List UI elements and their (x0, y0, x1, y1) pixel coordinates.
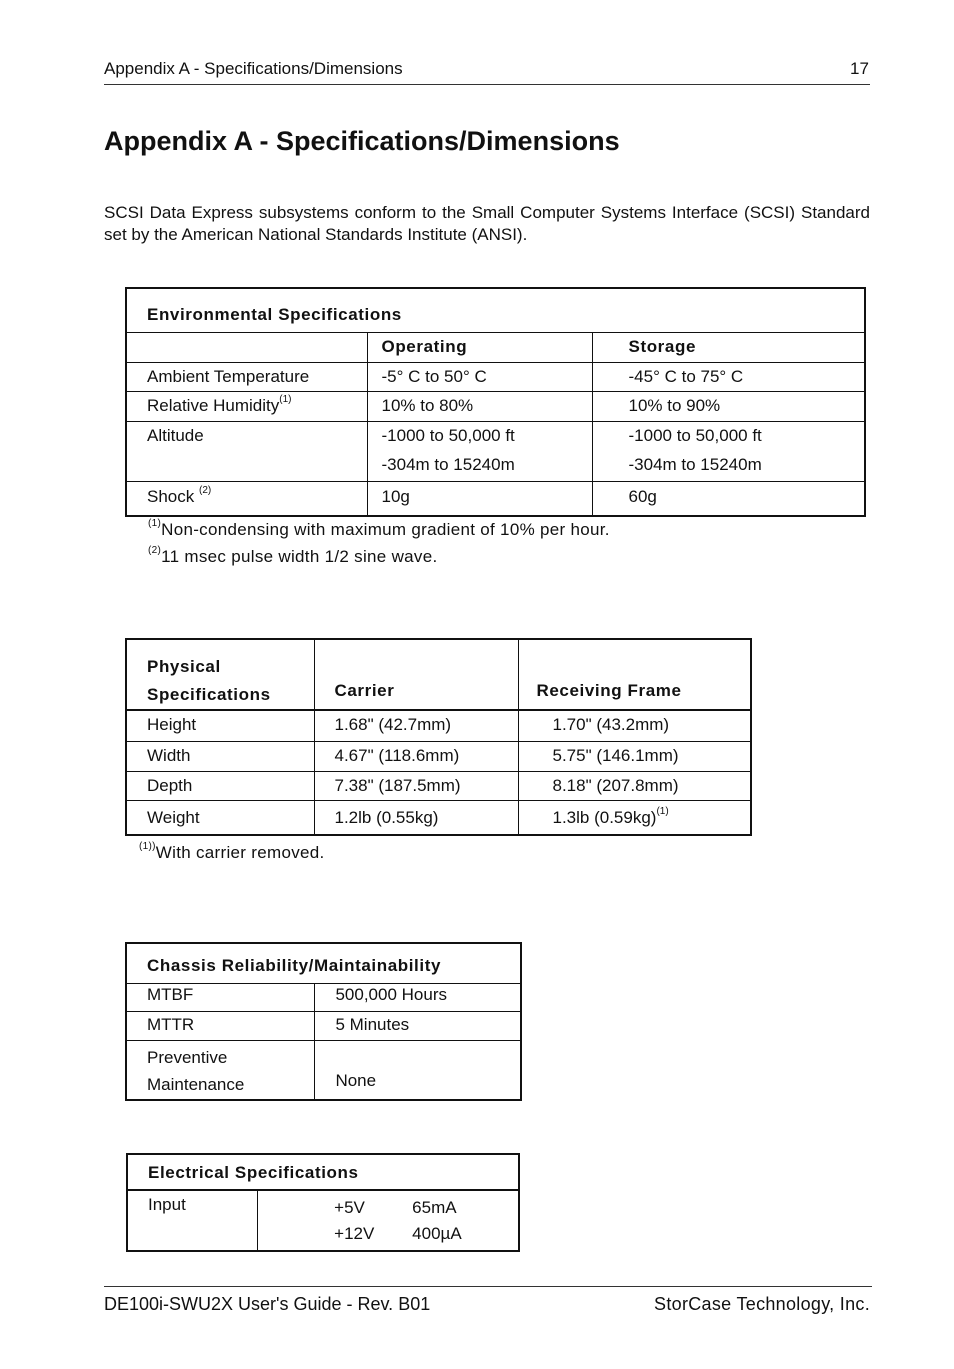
env-st-value: 60g (628, 486, 657, 506)
env-st-line: -1000 to 50,000 ft (628, 425, 762, 445)
footnote-marker: (2) (148, 545, 162, 556)
footer-rule (104, 1286, 872, 1287)
phys-footnote (139, 843, 325, 863)
table-row (126, 800, 751, 835)
chassis-row-value: 500,000 Hours (335, 984, 447, 1004)
table-row (126, 771, 751, 800)
env-row-label-text: Shock (147, 486, 199, 506)
phys-frame-value: 5.75" (146.1mm) (552, 745, 679, 765)
running-header: Appendix A - Specifications/Dimensions (104, 59, 403, 78)
phys-title-line: Specifications (147, 685, 271, 704)
elec-line (334, 1221, 518, 1247)
phys-col-frame: Receiving Frame (536, 681, 682, 700)
footnote-marker: (1)) (139, 841, 156, 852)
chassis-row-label: MTBF (126, 983, 315, 1011)
env-blank-header (126, 332, 367, 362)
env-st-value (592, 421, 865, 481)
phys-title (126, 639, 314, 710)
table-row (126, 421, 865, 481)
phys-row-label: Height (126, 710, 314, 741)
electrical-specs-table (126, 1153, 520, 1252)
env-row-label-text: Relative Humidity (147, 395, 280, 415)
env-col-storage: Storage (628, 336, 696, 356)
footnote-text: With carrier removed. (155, 843, 325, 862)
env-op-line: -304m to 15240m (381, 454, 515, 474)
chassis-label-line: Preventive (147, 1047, 228, 1067)
chassis-label-line: Maintenance (147, 1074, 245, 1094)
table-row (126, 481, 865, 516)
env-row-label: Ambient Temperature (126, 362, 367, 391)
elec-row-label: Input (127, 1190, 258, 1251)
footer-right: StorCase Technology, Inc. (654, 1294, 870, 1314)
header-rule (104, 84, 870, 85)
current: 400µA (412, 1224, 462, 1243)
env-st-line: -304m to 15240m (628, 454, 762, 474)
env-row-label: Altitude (126, 421, 367, 481)
phys-row-label: Depth (126, 771, 314, 800)
phys-col-carrier: Carrier (314, 639, 518, 710)
page-number: 17 (850, 59, 869, 78)
env-op-value (367, 421, 592, 481)
elec-title: Electrical Specifications (148, 1163, 359, 1182)
footnote-marker: (1) (148, 518, 162, 529)
table-row (127, 1190, 519, 1251)
intro-paragraph: SCSI Data Express subsystems conform to the Small Computer Systems Interface (SCSI) Standard set by the American National Standards Institute (ANSI). (104, 203, 870, 244)
physical-specs-table (125, 638, 752, 836)
footnote-text: Non-condensing with maximum gradient of 10% per hour. (161, 520, 610, 539)
footnote-marker: (1) (656, 805, 669, 817)
env-row-label (126, 391, 367, 421)
page-title: Appendix A - Specifications/Dimensions (104, 126, 620, 156)
environmental-specs-table (125, 287, 866, 517)
phys-carrier-value: 1.68" (42.7mm) (314, 710, 518, 741)
phys-carrier-value: 4.67" (118.6mm) (314, 741, 518, 771)
footnote-marker: (2) (198, 484, 212, 496)
chassis-row-label (126, 1040, 315, 1100)
table-row (126, 1040, 521, 1100)
env-op-line: -1000 to 50,000 ft (381, 425, 515, 445)
table-row (126, 362, 865, 391)
chassis-row-label: MTTR (126, 1011, 315, 1040)
phys-frame-value (518, 800, 751, 835)
elec-values (258, 1190, 519, 1251)
phys-frame-text: 1.3lb (0.59kg) (552, 807, 657, 827)
voltage: +5V (334, 1198, 365, 1217)
phys-frame-value: 8.18" (207.8mm) (552, 775, 679, 795)
chassis-title: Chassis Reliability/Maintainability (147, 956, 442, 975)
footnote-text: 11 msec pulse width 1/2 sine wave. (161, 547, 438, 566)
footnote-marker: (1) (279, 393, 292, 405)
phys-frame-value: 1.70" (43.2mm) (552, 715, 670, 734)
env-op-value: 10g (367, 481, 592, 516)
table-row (126, 1011, 521, 1040)
footer-left: DE100i-SWU2X User's Guide - Rev. B01 (104, 1294, 431, 1314)
env-st-value: 10% to 90% (628, 395, 721, 415)
chassis-reliability-table (125, 942, 522, 1101)
env-footnote-1 (148, 520, 610, 540)
phys-title-line: Physical (147, 657, 221, 676)
env-row-label (126, 481, 367, 516)
table-row (126, 710, 751, 741)
table-row (126, 741, 751, 771)
chassis-row-value: 5 Minutes (335, 1014, 410, 1034)
env-op-value: -5° C to 50° C (367, 362, 592, 391)
env-col-operating: Operating (367, 332, 592, 362)
env-footnote-2 (148, 547, 437, 567)
env-st-value: -45° C to 75° C (628, 366, 744, 386)
phys-row-label: Width (126, 741, 314, 771)
current: 65mA (412, 1198, 457, 1217)
table-row (126, 391, 865, 421)
phys-row-label: Weight (126, 800, 314, 835)
env-op-value: 10% to 80% (367, 391, 592, 421)
voltage: +12V (334, 1224, 375, 1243)
elec-line (334, 1195, 518, 1221)
chassis-row-value: None (335, 1070, 377, 1090)
phys-carrier-value: 7.38" (187.5mm) (314, 771, 518, 800)
env-title: Environmental Specifications (147, 305, 402, 324)
phys-carrier-value: 1.2lb (0.55kg) (314, 800, 518, 835)
table-row (126, 983, 521, 1011)
